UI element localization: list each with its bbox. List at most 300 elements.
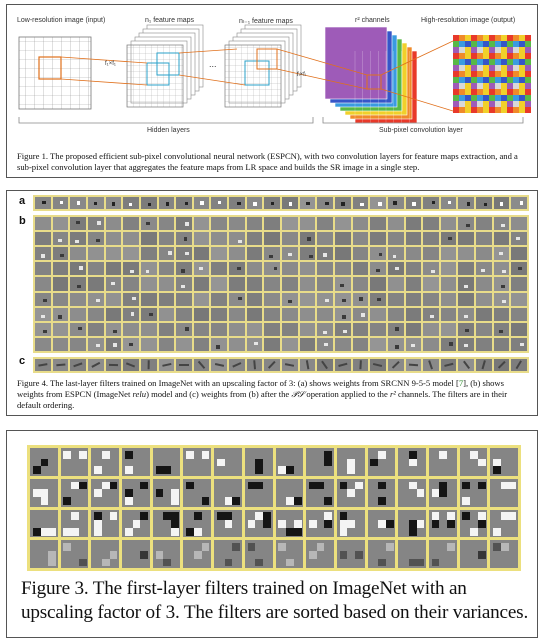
filter-tile [458,232,474,245]
filter-tile [176,262,192,275]
filter-tile [300,323,316,336]
hr-pixel [519,35,525,41]
filter-tile [194,262,210,275]
hr-pixel [513,101,519,107]
filter-tile [353,293,369,306]
first-layer-filter [214,479,242,507]
hr-pixel [519,71,525,77]
hr-pixel [489,35,495,41]
hr-pixel [513,89,519,95]
filter-tile [229,293,245,306]
lr-input-grid [19,37,91,109]
filter-tile [229,232,245,245]
filter-tile [282,323,298,336]
hr-pixel [477,89,483,95]
hr-pixel [525,53,531,59]
hr-pixel [471,41,477,47]
hr-pixel [465,59,471,65]
first-layer-filter [306,540,334,568]
filter-tile [247,308,263,321]
first-layer-filter [429,510,457,538]
filter-tile [106,293,122,306]
filter-tile [282,308,298,321]
hr-pixel [513,47,519,53]
hr-pixel [489,101,495,107]
filter-tile [194,293,210,306]
filter-tile [494,217,510,230]
hr-pixel [459,41,465,47]
hr-pixel [453,77,459,83]
hr-pixel [465,89,471,95]
first-layer-filter [61,479,89,507]
filter-tile [300,197,316,209]
first-layer-filter [61,448,89,476]
filter-tile [159,232,175,245]
first-layer-filter [368,510,396,538]
filter-tile [35,308,51,321]
filter-tile [176,232,192,245]
filter-tile [476,293,492,306]
filter-tile [282,277,298,290]
filter-tile [194,197,210,209]
filter-tile [406,338,422,351]
n1-maps-label: n₁ feature maps [145,17,195,24]
filter-tile [123,232,139,245]
hr-pixel [459,107,465,113]
filter-tile [423,359,439,371]
filter-tile [106,323,122,336]
hr-pixel [459,53,465,59]
filter-tile [194,323,210,336]
filter-tile [264,247,280,260]
filter-tile [476,247,492,260]
filter-tile [300,277,316,290]
hr-pixel [483,83,489,89]
filter-tile [88,359,104,371]
filter-tile [211,277,227,290]
filter-tile [423,338,439,351]
hr-pixel [489,71,495,77]
filter-tile [370,197,386,209]
r2-channels-label: r² channels [355,17,390,24]
filter-tile [370,323,386,336]
filter-tile [335,277,351,290]
hr-pixel [525,41,531,47]
filter-tile [353,247,369,260]
filter-tile [441,293,457,306]
hr-pixel [489,59,495,65]
hr-pixel [483,95,489,101]
filter-tile [458,277,474,290]
hr-pixel [525,65,531,71]
filter-tile [229,323,245,336]
filter-tile [141,197,157,209]
first-layer-filter [91,510,119,538]
first-layer-filter [429,448,457,476]
first-layer-filter [429,540,457,568]
filter-tile [511,247,527,260]
hr-pixel [501,107,507,113]
hr-pixel [489,107,495,113]
first-layer-filter [245,448,273,476]
first-layer-filter [276,448,304,476]
filter-tile [353,338,369,351]
filter-tile [353,197,369,209]
filter-tile [476,323,492,336]
hr-pixel [495,53,501,59]
filter-tile [423,197,439,209]
filter-tile [511,359,527,371]
hr-pixel [459,35,465,41]
first-layer-filter [306,479,334,507]
filter-tile [247,359,263,371]
first-layer-filter [368,540,396,568]
filter-tile [423,262,439,275]
hr-pixel [471,47,477,53]
filter-tile [335,293,351,306]
filter-tile [159,262,175,275]
filter-tile [511,232,527,245]
filter-tile [247,217,263,230]
hr-pixel [489,77,495,83]
filter-tile [141,217,157,230]
filter-tile [335,197,351,209]
hr-pixel [501,71,507,77]
filter-tile [335,262,351,275]
hr-pixel [519,77,525,83]
filter-tile [353,232,369,245]
first-layer-filter [398,510,426,538]
filter-tile [176,247,192,260]
filter-tile [388,323,404,336]
hr-pixel [453,83,459,89]
hr-pixel [507,107,513,113]
first-layer-filter [122,540,150,568]
hr-pixel [465,101,471,107]
first-layer-filter [91,540,119,568]
hr-pixel [471,59,477,65]
filter-tile [141,293,157,306]
hr-pixel [465,71,471,77]
f1-kernel-label: f₁×f₁ [105,61,116,67]
hr-pixel [507,41,513,47]
hr-pixel [513,41,519,47]
first-layer-filter [306,510,334,538]
hr-pixel [525,101,531,107]
first-layer-filter [183,540,211,568]
first-layer-filter [245,510,273,538]
first-layer-filter [153,510,181,538]
filter-tile [476,217,492,230]
caption-4-relu: relu [132,389,147,399]
filter-tile [353,308,369,321]
hr-pixel [489,65,495,71]
hr-pixel [501,101,507,107]
filter-tile [264,277,280,290]
filter-tile [388,359,404,371]
hr-pixel [495,77,501,83]
filter-tile [406,197,422,209]
filter-tile [264,323,280,336]
caption-4-text-4: operation applied to the [304,389,390,399]
filter-tile [247,197,263,209]
filter-tile [441,359,457,371]
hr-pixel [483,101,489,107]
filter-tile [176,308,192,321]
filter-tile [35,277,51,290]
filter-tile [388,217,404,230]
filter-tile [88,217,104,230]
first-layer-filter [245,479,273,507]
first-layer-filter [490,448,518,476]
filter-tile [406,277,422,290]
filter-tile [35,293,51,306]
filter-tile [194,277,210,290]
hr-pixel [471,107,477,113]
filter-tile [388,308,404,321]
filter-tile [494,323,510,336]
filter-tile [317,247,333,260]
first-layer-filter [460,510,488,538]
filter-tile [176,338,192,351]
hr-pixel [495,83,501,89]
filter-tile [441,323,457,336]
hr-pixel [501,41,507,47]
filter-tile [194,338,210,351]
filter-tile [458,359,474,371]
hr-pixel [471,65,477,71]
filter-tile [70,277,86,290]
hr-pixel [453,59,459,65]
hr-pixel [507,59,513,65]
filter-tile [264,338,280,351]
filter-tile [423,277,439,290]
hr-pixel [525,47,531,53]
figure-4-caption [17,378,529,411]
figure-3-panel [6,430,538,638]
filter-tile [229,308,245,321]
n1-feature-maps-stack [127,25,203,107]
filter-tile [159,359,175,371]
hr-pixel [501,89,507,95]
filter-tile [388,262,404,275]
hr-pixel [471,101,477,107]
first-layer-filter [183,448,211,476]
hr-pixel [471,35,477,41]
filter-tile [370,277,386,290]
hr-pixel [507,83,513,89]
hr-pixel [519,59,525,65]
first-layer-filter [337,479,365,507]
first-layer-filter [214,448,242,476]
espcn-architecture-diagram [7,5,537,147]
filter-tile [476,232,492,245]
filter-tile [176,277,192,290]
filter-tile [406,262,422,275]
filter-tile [123,277,139,290]
hr-pixel [495,41,501,47]
hr-pixel [465,65,471,71]
filter-tile [494,359,510,371]
citation-link[interactable]: 7 [458,378,464,388]
hr-pixel [513,83,519,89]
filter-tile [194,359,210,371]
filter-tile [264,217,280,230]
first-layer-filter [460,448,488,476]
first-layer-filter [490,479,518,507]
hr-pixel [477,83,483,89]
filter-tile [317,277,333,290]
filter-tile [159,247,175,260]
filter-tile [211,197,227,209]
filter-tile [176,359,192,371]
filter-tile [458,308,474,321]
filter-tile [511,217,527,230]
filter-tile [70,338,86,351]
filter-tile [388,247,404,260]
hr-pixel [525,83,531,89]
filter-tile [247,323,263,336]
filter-tile [511,323,527,336]
first-layer-filter [368,448,396,476]
hr-pixel [513,95,519,101]
hr-pixel [519,47,525,53]
first-layer-filter [214,510,242,538]
hidden-layers-bracket [19,117,313,123]
figure-1-caption: Figure 1. The proposed efficient sub-pixel convolutional neural network (ESPCN), with two convolution layers for feature maps extraction, and a sub-pixel convolution layer that aggregates the feature maps from LR space and builds the SR image in a single step. [17,151,518,172]
filter-tile [264,197,280,209]
filter-tile [317,217,333,230]
hr-pixel [519,65,525,71]
filter-tile [406,308,422,321]
filter-tile [35,262,51,275]
filter-tile [141,277,157,290]
first-layer-filter [276,540,304,568]
hr-pixel [465,95,471,101]
hr-pixel [453,101,459,107]
filter-tile [300,293,316,306]
hr-pixel [459,95,465,101]
filter-tile [247,232,263,245]
filter-tile [88,247,104,260]
filter-tile [317,338,333,351]
filter-tile [317,262,333,275]
filter-tile [300,247,316,260]
filter-tile [106,308,122,321]
hr-pixel [507,71,513,77]
filter-tile [388,232,404,245]
filter-tile [370,232,386,245]
hr-pixel [489,89,495,95]
filter-tile [511,197,527,209]
filter-tile [194,308,210,321]
filter-tile [300,338,316,351]
filter-tile [141,262,157,275]
caption-4-ps: 𝒫𝒮 [291,389,305,399]
filter-tile [441,217,457,230]
hr-pixel [507,101,513,107]
first-layer-filter [490,510,518,538]
filter-tile [494,338,510,351]
filter-tile [70,232,86,245]
hr-pixel [501,53,507,59]
hr-pixel [459,83,465,89]
filter-tile [441,247,457,260]
filter-tile [441,262,457,275]
hr-pixel [483,77,489,83]
filter-tile [406,293,422,306]
filter-tile [70,247,86,260]
filter-tile [176,323,192,336]
hr-pixel [501,35,507,41]
filter-tile [123,308,139,321]
filter-tile [370,247,386,260]
filter-tile [511,293,527,306]
row-label-b: b [19,215,26,227]
filter-tile [353,262,369,275]
filter-tile [229,217,245,230]
filter-tile [335,232,351,245]
filter-tile [317,232,333,245]
hr-pixel [495,71,501,77]
hr-pixel [513,59,519,65]
hr-pixel [459,77,465,83]
hr-pixel [477,47,483,53]
hr-pixel [501,59,507,65]
filter-tile [211,308,227,321]
first-layer-filter [398,540,426,568]
hr-pixel [519,107,525,113]
filter-tile [229,262,245,275]
filter-tile [53,262,69,275]
filter-tile [88,277,104,290]
filter-tile [141,247,157,260]
filter-tile [35,197,51,209]
first-layer-filter [122,510,150,538]
lr-input-label: Low-resolution image (input) [17,17,106,24]
filter-tile [123,197,139,209]
filter-tile [159,277,175,290]
filter-tile [159,197,175,209]
filter-tile [88,262,104,275]
filter-tile [264,293,280,306]
hr-pixel [525,89,531,95]
filter-tile [53,277,69,290]
caption-4-r2: r² [389,389,396,399]
hr-pixel [519,41,525,47]
hr-pixel [495,101,501,107]
filter-tile [123,293,139,306]
hr-pixel [453,71,459,77]
row-label-a: a [19,195,26,207]
filter-tile [300,308,316,321]
hr-pixel [471,53,477,59]
hr-pixel [525,95,531,101]
filter-tile [229,277,245,290]
filter-tile [229,338,245,351]
filter-tile [123,262,139,275]
hr-pixel [459,47,465,53]
filter-tile [159,338,175,351]
filter-tile [282,293,298,306]
hr-pixel [483,47,489,53]
filter-tile [441,197,457,209]
filter-tile [141,232,157,245]
filter-tile [35,217,51,230]
hr-pixel [519,89,525,95]
filter-tile [406,247,422,260]
filter-tile [106,338,122,351]
